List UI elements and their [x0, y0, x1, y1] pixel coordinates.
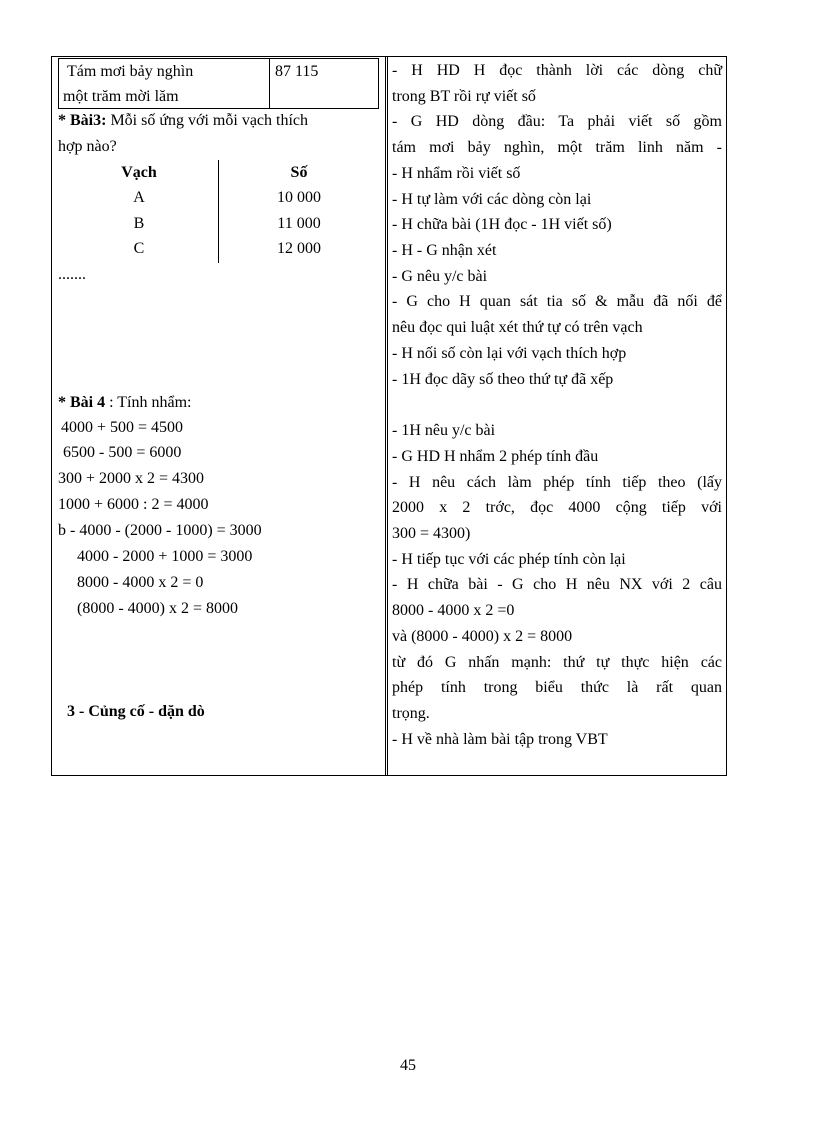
right-line-2: trong BT rồi rự viết số: [392, 87, 536, 105]
bai4-line-6: 4000 - 2000 + 1000 = 3000: [77, 548, 253, 565]
page-number: 45: [400, 1057, 416, 1074]
number-words-table: [58, 58, 379, 109]
bai4-line-5: b - 4000 - (2000 - 1000) = 3000: [58, 522, 262, 539]
right-line-20: - H tiếp tục với các phép tính còn lại: [392, 550, 626, 568]
bai4-line-7: 8000 - 4000 x 2 = 0: [77, 574, 204, 591]
vach-a: A: [133, 189, 145, 206]
bai4-text: : Tính nhẩm:: [105, 394, 192, 411]
bai3-label: * Bài3:: [58, 112, 107, 129]
header-vach: Vạch: [121, 164, 157, 181]
ellipsis: .......: [58, 266, 86, 283]
bai4-title: [58, 390, 380, 416]
right-line-25: phép tính trong biểu thức là rất quan: [392, 679, 722, 697]
vach-c: C: [133, 240, 145, 257]
right-line-8: - H - G nhận xét: [392, 242, 497, 260]
bai3-title: [58, 108, 380, 134]
right-line-23: và (8000 - 4000) x 2 = 8000: [392, 627, 573, 645]
so-b: 11 000: [277, 215, 321, 232]
right-line-19: 300 = 4300): [392, 524, 471, 542]
right-line-13: - 1H đọc dãy số theo thứ tự đã xếp: [392, 370, 614, 388]
bai4-line-1: 4000 + 500 = 4500: [61, 419, 184, 436]
bai3-title-cont: hợp nào?: [58, 138, 117, 155]
header-so: Số: [290, 164, 308, 181]
so-c: 12 000: [277, 240, 321, 257]
right-line-21: - H chữa bài - G cho H nêu NX với 2 câu: [392, 576, 722, 594]
right-line-17: - H nêu cách làm phép tính tiếp theo (lấy: [392, 473, 722, 491]
right-line-16: - G HD H nhẩm 2 phép tính đầu: [392, 447, 599, 465]
bai4-line-4: 1000 + 6000 : 2 = 4000: [58, 496, 209, 513]
right-line-9: - G nêu y/c bài: [392, 267, 488, 285]
right-line-10: - G cho H quan sát tia số & mẫu đã nối để: [392, 293, 722, 311]
inner-table-divider: [269, 59, 270, 108]
vach-b: B: [133, 215, 145, 232]
right-line-5: - H nhẩm rồi viết số: [392, 164, 521, 182]
bai3-separator: [218, 160, 219, 263]
right-line-6: - H tự làm với các dòng còn lại: [392, 190, 592, 208]
right-line-27: - H về nhà làm bài tập trong VBT: [392, 730, 608, 748]
right-line-12: - H nối số còn lại với vạch thích hợp: [392, 344, 627, 362]
words-line-2: một trăm mời lăm: [63, 88, 179, 105]
right-line-22: 8000 - 4000 x 2 =0: [392, 602, 515, 620]
bai4-line-2: 6500 - 500 = 6000: [63, 444, 182, 461]
number-value: 87 115: [275, 63, 319, 80]
right-line-1: - H HD H đọc thành lời các dòng chữ: [392, 62, 722, 79]
words-line-1: Tám mơi bảy nghìn: [67, 63, 194, 80]
bai4-line-8: (8000 - 4000) x 2 = 8000: [77, 600, 239, 617]
right-line-18: 2000 x 2 trớc, đọc 4000 cộng tiếp với: [392, 499, 722, 517]
right-line-24: từ đó G nhấn mạnh: thứ tự thực hiện các: [392, 653, 722, 671]
column-divider: [385, 56, 388, 776]
right-line-7: - H chữa bài (1H đọc - 1H viết số): [392, 216, 612, 234]
right-line-3: - G HD dòng đầu: Ta phải viết số gồm: [392, 113, 722, 131]
so-a: 10 000: [277, 189, 321, 206]
bai3-text: Mỗi số ứng với mỗi vạch thích: [106, 112, 309, 129]
bai4-label: * Bài 4: [58, 394, 106, 411]
right-line-11: nêu đọc qui luật xét thứ tự có trên vạch: [392, 319, 643, 337]
right-line-26: trọng.: [392, 705, 430, 722]
section-3-heading: 3 - Củng cố - dặn dò: [67, 703, 205, 720]
bai4-line-3: 300 + 2000 x 2 = 4300: [58, 470, 205, 487]
right-line-4: tám mơi bảy nghìn, một trăm linh năm -: [392, 139, 722, 157]
right-line-15: - 1H nêu y/c bài: [392, 422, 496, 440]
